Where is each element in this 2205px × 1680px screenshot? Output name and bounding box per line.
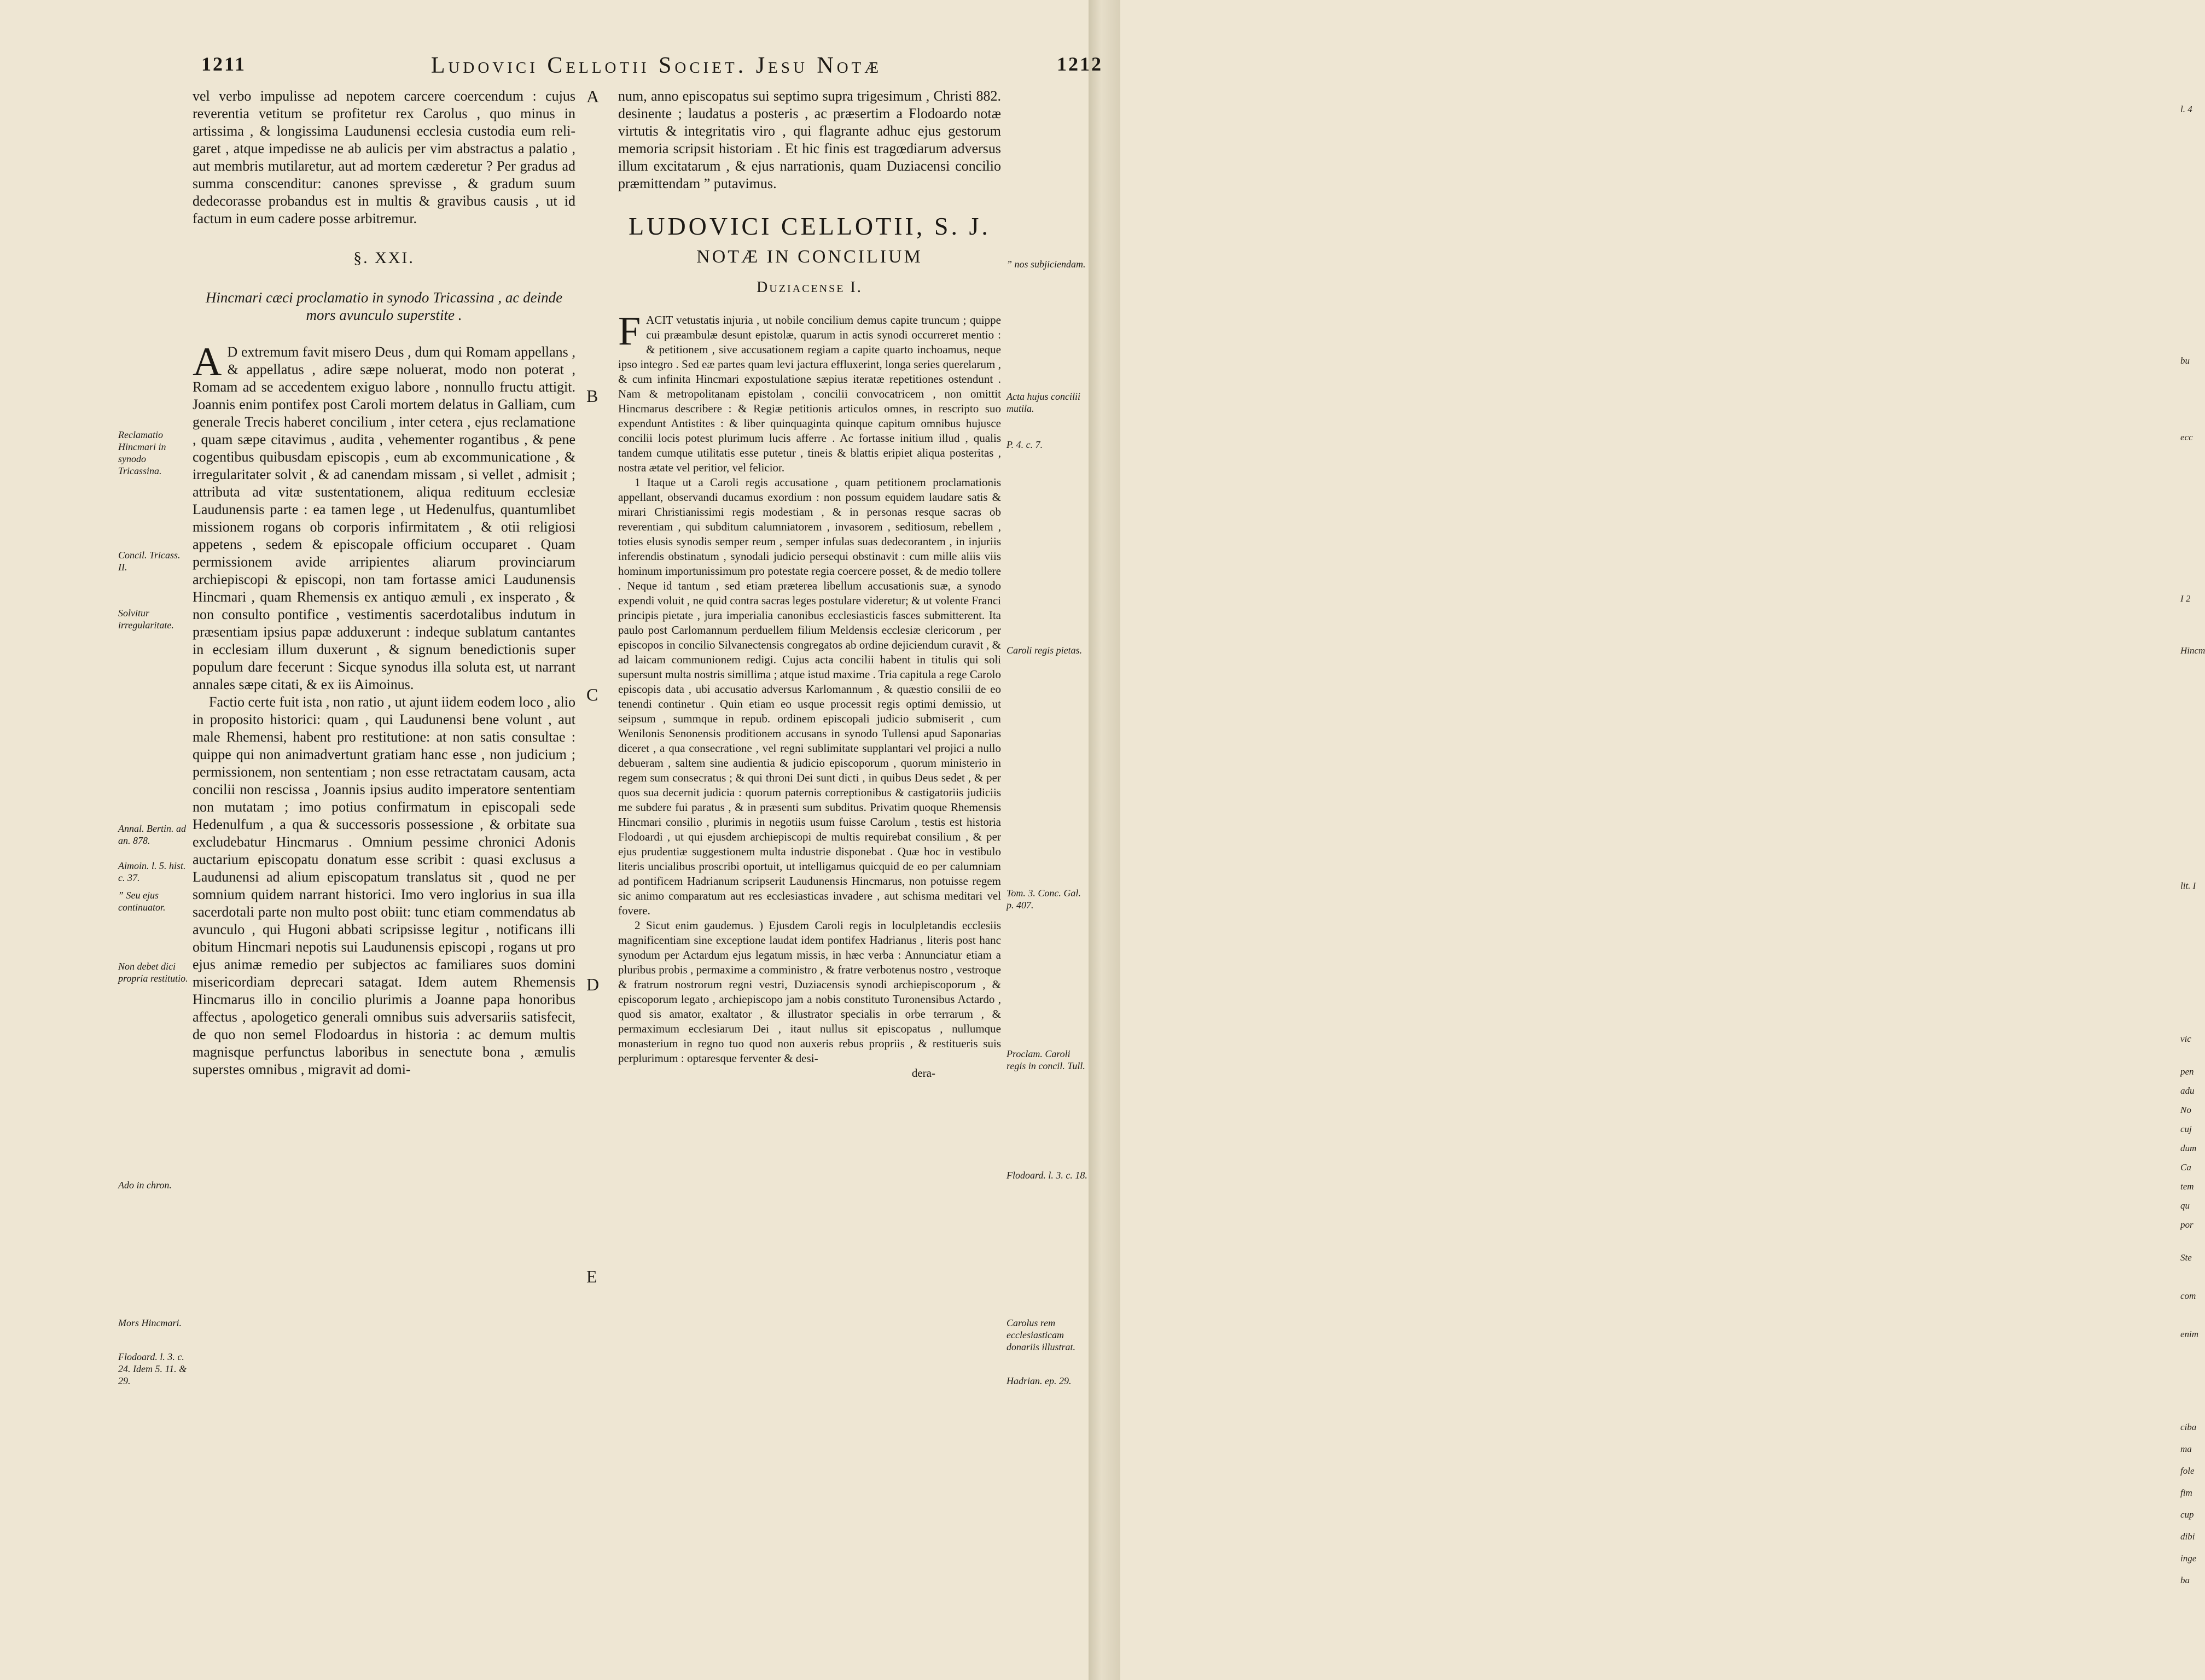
body-paragraph: Factio certe fuit ista , non ratio , ut ajunt iidem eodem loco , alio in proposito historici: quam , qui Laudunensi bene volunt , aut male Rhemensi, habent pro restitutione: at non satis consultae : quippe qui non animadvertunt gratiam hanc esse , non judicium ; permissionem, non sententiam ; non esse retractatam causam, acta concilii non rescissa , Joannis ipsius audito imperatore sententiam non mutatam ; imo potius confirmatum in episcopali sede Hedenulfum , a qua & successoris possessione , & orbitate sua excludebatur Hincmarus . Omnium pessime chronici Adonis auctarium episcopatu donatum esse scribit : quasi exclusus a Laudunensi ad alium episcopatum translatus sit , quod ne per somnium quidem narrant historici. Imo vero inglorius in sua illa sacerdotali parte non multo post obiit: tunc etiam commendatus ab avunculo , qui Hugoni abbati scripsisse legitur , notificans illi obitum Hincmari nepotis sui Laudunensis episcopi , rogans ut pro ejus animæ remedio per subjectos ac familiares suos domini misericordiam deprecari satagat. Idem autem Rhemensis Hincmarus illo in concilio plurimis a Joanne papa honoribus affectus , apologetico generali omnibus suis adversariis satisfecit, de quo non semel Flodoardus in historia : ac demum multis magnisque perfunctus laboribus in senectute bona , æmulis superstes omnibus , migravit ad domi-	[193, 694, 575, 1077]
margin-note-left: Non debet dici propria restitutio.	[118, 961, 188, 984]
edge-fragment: Hincm	[2180, 645, 2205, 656]
drop-cap: F	[618, 309, 641, 354]
margin-note-right: Carolus rem ecclesiasticam donariis illustrat.	[1006, 1317, 1076, 1352]
edge-fragment: enim	[2180, 1329, 2199, 1339]
edge-fragment: ecc	[2180, 432, 2193, 442]
margin-note-right: Proclam. Caroli regis in concil. Tull.	[1006, 1048, 1085, 1071]
section-number: §. XXI.	[353, 249, 415, 267]
edge-fragment: fim	[2180, 1488, 2192, 1498]
margin-note-left: ” Seu ejus continuator.	[118, 890, 166, 913]
margin-note-right: Acta hujus concilii mutila.	[1006, 391, 1080, 414]
edge-fragment: dum	[2180, 1143, 2197, 1153]
edge-fragment: cuj	[2180, 1124, 2192, 1134]
right-opening-paragraph: num, anno episcopatus sui septimo supra trigesimum , Christi 882. desinente ; laudatus a posteris , ac præsertim a Flodoardo notæ virtutis & integritatis viro , qui flagrante adhuc ejus gestorum memoria scripsit historiam . Et hic finis est tragœdiarum adversus illum excitatarum , & ejus narrationis, quam Duziacensi concilio præmittendam ” putavimus.	[618, 88, 1001, 191]
intro-paragraph: ACIT vetustatis injuria , ut nobile concilium demus capite truncum ; quippe cui præambulæ desunt epistolæ, quarum in actis synodi occurreret mentio : & petitionem , sive accusationem regiam a capite quarto inchoamus, neque ipso integro . Sed eæ partes quam levi jactura effluxerint, longa series querelarum , & cum infinita Hincmari expostulatione sæpius iteratæ repetitiones ostendunt . Nam & metropolitanam epistolam , concilii convocatricem , non omittit Hincmarus describere : & Regiæ petitionis articulos omnes, in rescripto suo expendunt Antistites : & liber quinquaginta quinque capitum omnibus hujusce concilii locis potest plurimum lucis afferre . Ac fortasse initium illud , qualis tandem cumque utilitatis esse putetur , tineis & blattis eripiet aliqua posteritas , nostra ætate vel peritior, vel felicior.	[618, 313, 1001, 474]
margin-note-left: Mors Hincmari.	[118, 1317, 182, 1328]
section-letter: D	[586, 975, 600, 994]
edge-fragment: l. 4	[2180, 104, 2192, 114]
running-title: Ludovici Cellotii Societ. Jesu Notæ	[430, 53, 882, 78]
edge-fragment: vic	[2180, 1034, 2191, 1044]
right-column	[618, 88, 1001, 1081]
body-paragraph: D extremum favit misero Deus , dum qui Romam appellans , & appellatus , adire sæpe noluerat, modo non poterat , Romam ad se accedentem exiguo labore , nonnullo fructu attigit. Joannis enim pontifex post Caroli mortem delatus in Galliam, cum generale Trecis haberet concilium , inter cetera , ejus reclamatione , quam sæpe citavimus , audita , vehementer rogantibus , & pene cogentibus quibusdam episcopis , eum ab excommunicatione , & irregularitater solvit , & ad canendam missam , si vellet , admisit ; attributa ad vitæ sustentationem, aliqua redituum ecclesiæ Laudunensis parte : ea tamen lege , ut Hedenulfus, quantumlibet missionem rogans ob corporis infirmitatem , & otii religiosi appetens , sedem & episcopale officium occuparet . Quam permissionem avide arripientes aliarum provinciarum archiepiscopi & episcopi, non tam fortasse amici Laudunensis Hincmari , quam Rhemensis ex antiquo æmuli , ex insperato , & non consulto pontifice , vestimentis sacerdotalibus indutum in præsentiam ipsius papæ adduxerunt : indeque sublatum cantantes in ecclesiam illum duxerunt , & signum benedictionis super populum dare fecerunt : Sicque synodus illa soluta est, ut narrant annales sæpe citati, & ex iis Aimoinus.	[193, 344, 575, 692]
notes-title: LUDOVICI CELLOTII, S. J.	[629, 212, 991, 240]
edge-fragment: tem	[2180, 1181, 2194, 1192]
edge-fragment: com	[2180, 1291, 2196, 1301]
notes-subtitle: NOTÆ IN CONCILIUM	[696, 247, 923, 267]
edge-fragment: ma	[2180, 1444, 2192, 1454]
margin-note-right: Hadrian. ep. 29.	[1006, 1375, 1072, 1386]
section-letter: C	[586, 685, 598, 704]
edge-fragment: bu	[2180, 355, 2190, 366]
edge-fragment: por	[2180, 1220, 2194, 1230]
section-letter: E	[586, 1267, 597, 1286]
margin-note-left: Concil. Tricass. II.	[118, 550, 181, 573]
section-letter: A	[586, 86, 600, 106]
margin-note-left: Solvitur irregularitate.	[118, 608, 174, 631]
page-header	[120, 52, 1103, 85]
catchword: dera-	[911, 1066, 935, 1080]
edge-fragment: pen	[2180, 1066, 2194, 1077]
margin-note-right: Tom. 3. Conc. Gal. p. 407.	[1006, 888, 1081, 911]
left-opening-paragraph: vel verbo impulisse ad nepotem carcere coercendum : cujus reverentia vetitum se profitetur rex Carolus , quo minus in artissima , & longissima Laudunensi ecclesia custodia eum reli-garet , atque impedisse ne ab aulicis per vim abstractus a palatio , aut membris mutilaretur, aut ad mortem cæderetur ? Per gradus ad summa conscenditur: canones sprevisse , & gradum suum dedecorasse probandus est in multis & gravibus causis , ut id factum in eum cadere posse arbitremur.	[193, 88, 575, 226]
margin-note-left: Annal. Bertin. ad an. 878.	[118, 823, 186, 846]
section-heading: Hincmari cæci proclamatio in synodo Tricassina , ac deinde mors avunculo superstite .	[205, 289, 563, 323]
page-number-right: 1212	[1057, 53, 1103, 75]
adjacent-page-edge	[1089, 0, 2205, 1680]
left-column	[193, 88, 575, 1078]
margin-note-left: Flodoard. l. 3. c. 24. Idem 5. 11. & 29.	[118, 1351, 187, 1386]
note-paragraph: 1 Itaque ut a Caroli regis accusatione , quam petitionem proclamationis appellant, observandi ducamus exordium : non possum equidem laudare satis & mirari Christianissimi regis modestiam , & in personas resque sacras ob reverentiam , qui subditum calumniatorem , invasorem , seditiosum, rebellem , toties elusis synodis semper reum , semper infulas suas dedecorantem , in injuriis inferendis obstinatum , synodali judicio persequi obstinavit : cum mille aliis viis hominum importunissimum pro potestate regia coercere posset, & de medio tollere . Neque id tantum , sed etiam præterea libellum accusationis suæ, a synodo expendi voluit , ne quid contra sacras leges postulare videretur; & ut volente Franci principis pietate , jura imperialia canonibus ecclesiasticis fasces submitterent. Ita paulo post Carlomannum perduellem filium Meldensis ecclesiæ clericorum , per episcopos in concilio Silvanectensis congregatos ab ordine dejiciendum curavit , & ad laicam communionem redigi. Cujus acta concilii habent in titulis qui soli supersunt multa nostris simillima ; atque istud maxime . Tria capitula a rege Carolo episcopis data , ubi accusatio adversus Karlomannum , & quæstio consilii de eo tenendi continetur . Quin etiam eo usque processit regis optimi demissio, ut seipsum , summque in repub. ordinem episcopali judicio submiserit , cum Wenilonis Senonensis proditionem accusans in synodo Tullensi apud Saponarias diceret , a qua consecratione , vel regni sublimitate supplantari vel projici a nullo debueram , saltem sine audientia & judicio episcoporum , quorum ministerio in regem sum consecratus ; & qui throni Dei sunt dicti , in quibus Deus sedet , & per quos sua decernit judicia : quorum paternis correptionibus & castigatoriis judiciis me subdere fui paratus , & in præsenti sum subditus. Privatim quoque Rhemensis Hincmari consilio , plurimis in negotiis usum fuisse Carolum , testis est historia Flodoardi , ut qui ejusdem archiepiscopi de multis requirebat consilium , & per ejus prudentiæ suggestionem multa industrie disponebat . Quæ hoc in vestibulo literis uncialibus proscribi oportuit, ut intelligamus quicquid de eo per calumniam ad pontificem Hadrianum scripserit Laudunensis Hincmarus, non potuisse regem sic animo comparatum aut res ecclesiasticas invadere , aut schisma meditari vel fovere.	[618, 476, 1001, 917]
note-paragraph: 2 Sicut enim gaudemus. ) Ejusdem Caroli regis in loculpletandis ecclesiis magnificentiam sine exceptione laudat idem pontifex Hadrianus , literis post hanc synodum per Actardum ejus legatum missis, in hæc verba : Annunciatur etiam a pluribus probis , permaxime a comministro , & fratre verbotenus nostro , vestroque & fratrum nostrorum regni vestri, Duziacensis synodi archiepiscoporum , & episcoporum legato , archiepiscopo jam a nobis constituto Turonensibus Actardo , quod sis amator, exaltator , & illustrator specialis in orbe terrarum , & permaximum ecclesiarum Dei , itaut nullus sit episcopatus , nullumque monasterium in regno tuo quod non auxeris rebus propriis , & restitueris suis perplurimum : optaresque ferventer & desi-	[618, 919, 1001, 1065]
drop-cap: A	[193, 340, 222, 384]
section-letter: B	[586, 386, 598, 406]
edge-fragment: lit. I	[2180, 880, 2196, 891]
edge-fragment: I 2	[2180, 593, 2191, 604]
edge-fragment: adu	[2180, 1086, 2195, 1096]
page-number-left: 1211	[201, 53, 247, 75]
edge-fragment: No	[2180, 1105, 2191, 1115]
edge-fragment: inge	[2180, 1553, 2197, 1564]
edge-fragment: ba	[2180, 1575, 2190, 1585]
edge-fragment: ciba	[2180, 1422, 2197, 1432]
margin-note-right: Flodoard. l. 3. c. 18.	[1006, 1170, 1087, 1181]
margin-note-right: Caroli regis pietas.	[1006, 645, 1083, 656]
margin-note-right: ” nos subjiciendam.	[1006, 259, 1086, 270]
margin-note-right: P. 4. c. 7.	[1006, 439, 1043, 450]
margin-note-left: Reclamatio Hincmari in synodo Tricassina.	[118, 429, 166, 476]
edge-fragment: fole	[2180, 1466, 2195, 1476]
margin-note-left: Ado in chron.	[118, 1180, 172, 1191]
edge-fragment: cup	[2180, 1509, 2194, 1520]
edge-fragment: Ste	[2180, 1252, 2192, 1263]
edge-fragment: dibi	[2180, 1531, 2195, 1542]
edge-fragment: qu	[2180, 1200, 2190, 1211]
edge-fragment: Ca	[2180, 1162, 2191, 1172]
council-name: Duziacense I.	[757, 279, 863, 296]
margin-note-left: Aimoin. l. 5. hist. c. 37.	[118, 860, 186, 883]
